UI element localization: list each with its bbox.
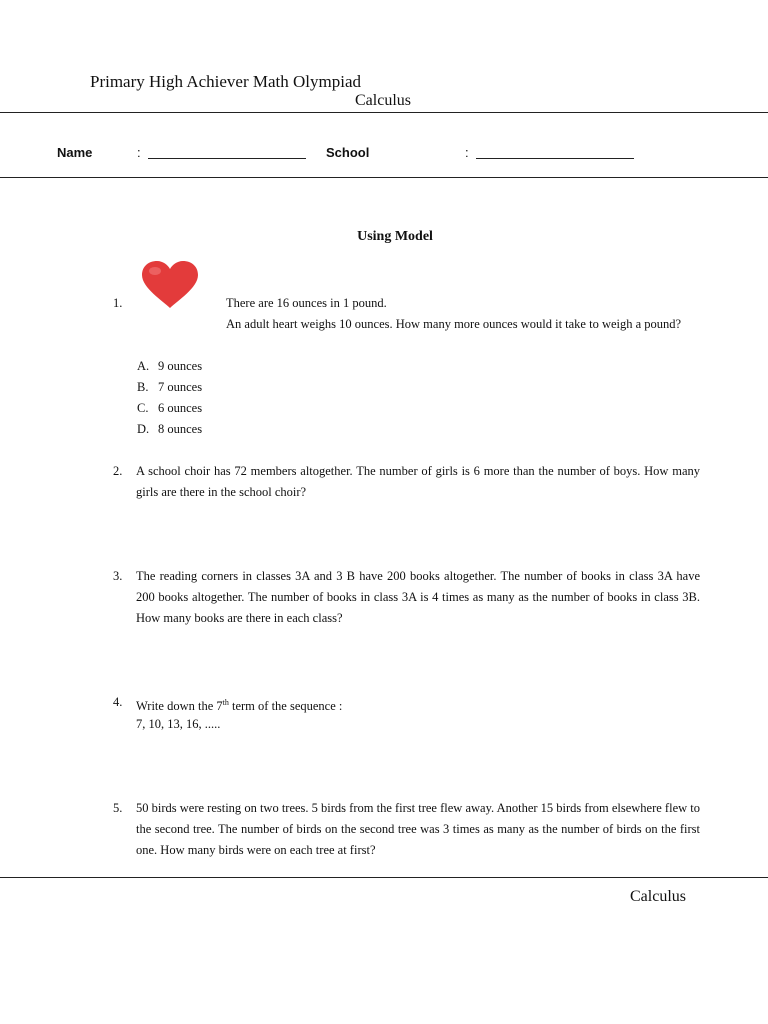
option-text: 9 ounces — [158, 359, 203, 373]
question-number: 1. — [113, 296, 123, 310]
question-text-part: term of the sequence : — [228, 699, 343, 714]
question-text: 50 birds were resting on two trees. 5 birds from the first tree flew away. Another 15 birds from elsewhere flew to the second tree. The number of birds on the second tree was 3 times as many as the number of birds on the first one. How many birds were on each tree at first? — [136, 801, 700, 857]
option-a[interactable] — [137, 359, 202, 374]
heart-icon — [137, 258, 205, 310]
school-colon: : — [465, 145, 469, 160]
option-d[interactable] — [137, 422, 202, 437]
question-number: 5. — [113, 801, 123, 815]
question-text: The reading corners in classes 3A and 3 B have 200 books altogether. The number of books in class 3A have 200 books altogether. The number of books in class 3A is 4 times as many as the number of books in class 3B. How many books are there in each class? — [136, 569, 700, 625]
header-divider — [0, 112, 768, 113]
document-subtitle: Calculus — [355, 92, 411, 109]
footer-label: Calculus — [630, 888, 686, 905]
option-letter: A. — [137, 359, 150, 373]
option-c[interactable] — [137, 401, 202, 416]
question-number: 3. — [113, 569, 123, 583]
school-label: School — [326, 145, 370, 160]
section-title: Using Model — [357, 229, 433, 244]
document-title: Primary High Achiever Math Olympiad — [90, 72, 362, 91]
name-label: Name — [57, 145, 93, 160]
question-number: 2. — [113, 464, 123, 478]
option-b[interactable] — [137, 380, 202, 395]
name-field[interactable] — [148, 146, 306, 159]
name-colon: : — [137, 145, 141, 160]
school-field[interactable] — [476, 146, 634, 159]
question-text-part: Write down the 7 — [136, 699, 223, 714]
option-letter: B. — [137, 380, 149, 394]
option-text: 8 ounces — [158, 422, 203, 436]
question-text-line: There are 16 ounces in 1 pound. — [226, 296, 387, 310]
footer-divider — [0, 877, 768, 878]
question-text: A school choir has 72 members altogether. The number of girls is 6 more than the number of boys. How many girls are there in the school choir? — [136, 464, 700, 499]
option-letter: D. — [137, 422, 150, 436]
name-row-divider — [0, 177, 768, 178]
option-text: 7 ounces — [158, 380, 203, 394]
question-number: 4. — [113, 695, 123, 709]
option-letter: C. — [137, 401, 149, 415]
option-text: 6 ounces — [158, 401, 203, 415]
question-text-line: An adult heart weighs 10 ounces. How many more ounces would it take to weigh a pound? — [226, 317, 682, 331]
sequence-text: 7, 10, 13, 16, ..... — [136, 717, 221, 731]
ordinal-suffix: th — [222, 698, 229, 707]
